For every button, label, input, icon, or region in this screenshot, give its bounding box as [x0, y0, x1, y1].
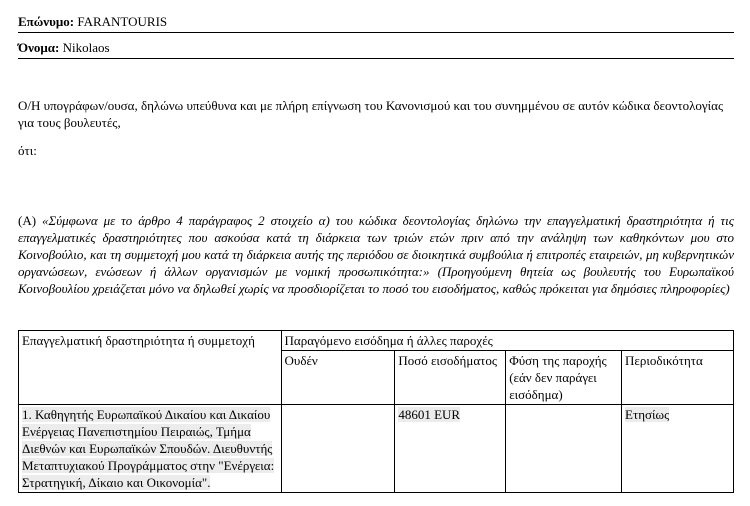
that-text: ότι:	[18, 143, 37, 158]
header-frequency: Περιοδικότητα	[622, 351, 734, 405]
header-activity: Επαγγελματική δραστηριότητα ή συμμετοχή	[19, 331, 282, 405]
row-amount: 48601 EUR	[395, 405, 506, 493]
first-name-rule	[18, 58, 734, 59]
header-income-group: Παραγόμενο εισόδημα ή άλλες παροχές	[281, 331, 733, 351]
header-nature: Φύση της παροχής (εάν δεν παράγει εισόδημα)	[506, 351, 622, 405]
row-activity: 1. Καθηγητής Ευρωπαϊκού Δικαίου και Δικαίου Ενέργειας Πανεπιστημίου Πειραιώς, Τμήμα Διεθνών και Ευρωπαϊκών Σπουδών. Διευθυντής Μεταπτυχιακού Προγράμματος στην "Ενέργεια: Στρατηγική, Δίκαιο και Οικονομία".	[19, 405, 282, 493]
surname-value: FARANTOURIS	[77, 14, 168, 29]
first-name-value: Nikolaos	[62, 40, 110, 55]
header-amount: Ποσό εισοδήματος	[395, 351, 506, 405]
surname-label: Επώνυμο:	[18, 14, 75, 29]
declaration-text: Ο/Η υπογράφων/ουσα, δηλώνω υπεύθυνα και με πλήρη επίγνωση του Κανονισμού και του συνημμένου σε αυτόν κώδικα δεοντολογίας για τους βουλευτές,	[18, 98, 724, 130]
row-frequency: Ετησίως	[622, 405, 734, 493]
section-a-body: «Σύμφωνα με το άρθρο 4 παράγραφος 2 στοιχείο α) του κώδικα δεοντολογίας δηλώνω την επαγγελματική δραστηριότητα ή τις επαγγελματικές δραστηριότητες που ασκούσα κατά τη διάρκεια των τριών ετών πριν από την ανάληψη των καθηκόντων μου στο Κοινοβούλιο, και τη συμμετοχή μου κατά τη διάρκεια αυτής της περιόδου σε διοικητικά συμβούλια ή επιτροπές εταιρειών, μη κυβερνητικών οργανώσεων, ενώσεων ή άλλων οργανισμών με νομική προσωπικότητα:» (Προηγούμενη θητεία ως βουλευτής του Ευρωπαϊκού Κοινοβουλίου χρειάζεται μόνο να δηλωθεί χωρίς να προσδιορίζεται το ποσό του εισοδήματος, καθώς πρόκειται για δημόσιες πληροφορίες)	[18, 213, 734, 296]
first-name-label: Όνομα:	[18, 40, 60, 55]
surname-field	[18, 14, 734, 29]
table-row	[19, 405, 734, 493]
row-nature	[506, 405, 622, 493]
surname-rule	[18, 32, 734, 33]
first-name-field	[18, 40, 734, 55]
row-none	[281, 405, 395, 493]
header-none: Ουδέν	[281, 351, 395, 405]
section-a-text	[18, 212, 734, 297]
table-header-row-1	[19, 331, 734, 351]
section-a-prefix: (A)	[18, 213, 37, 228]
income-table	[18, 330, 734, 493]
